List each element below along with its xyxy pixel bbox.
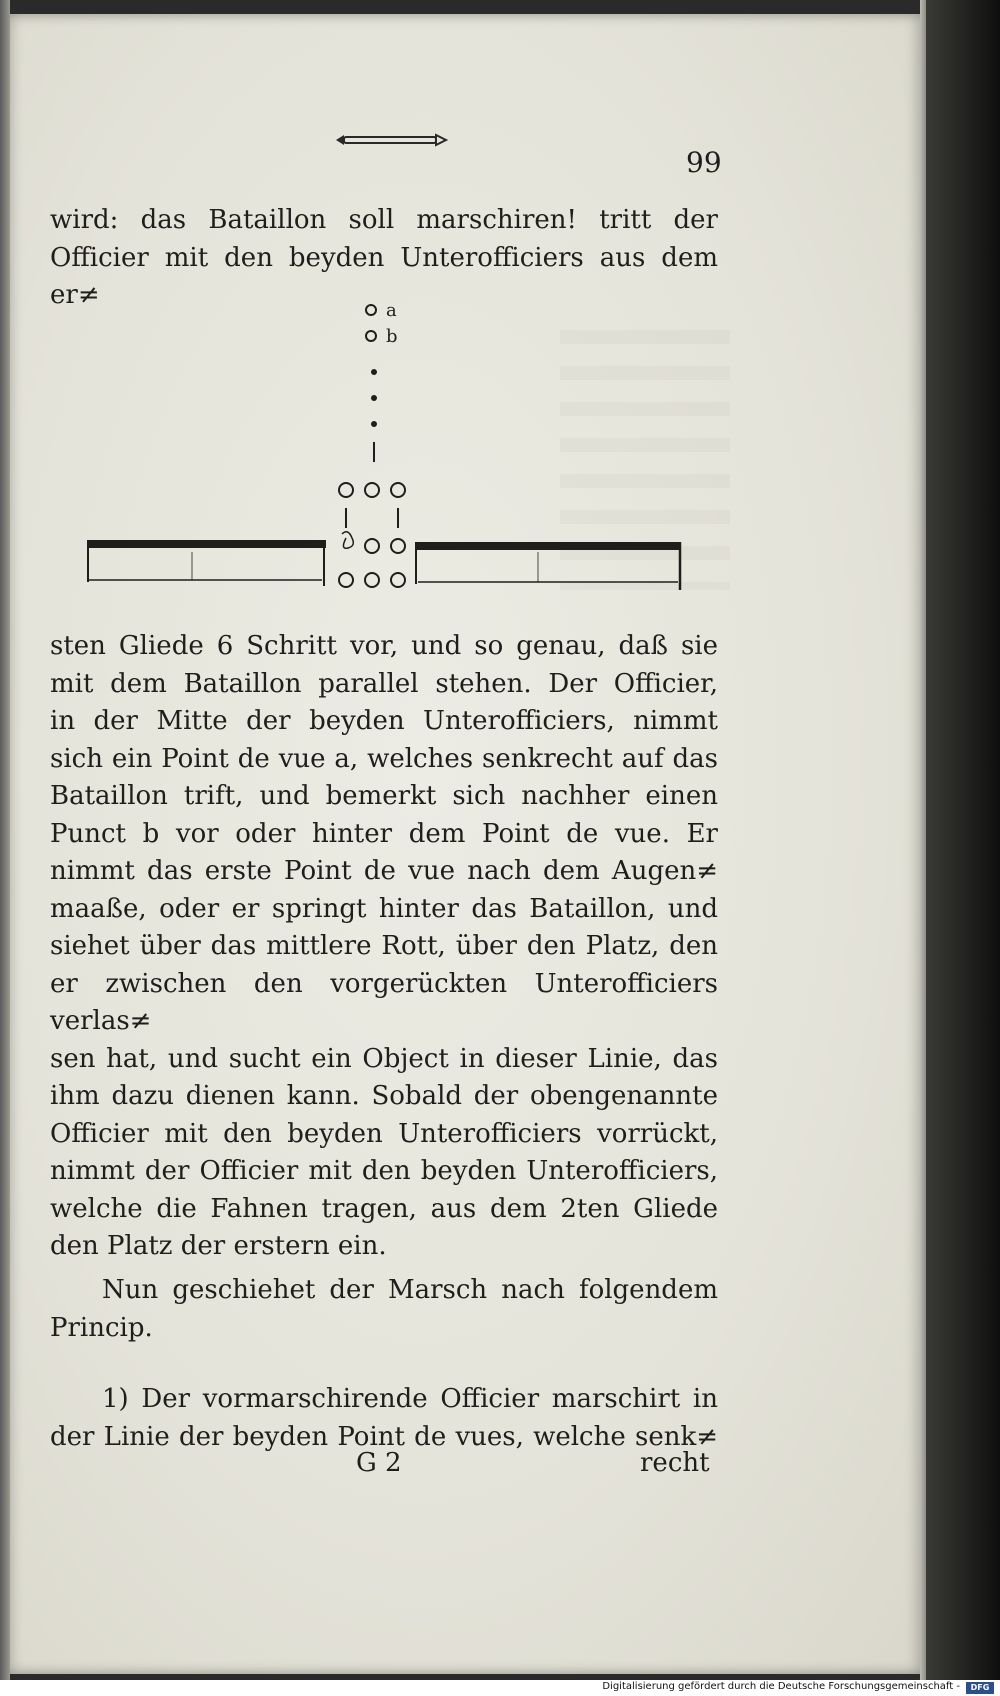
paragraph-march-principle: Nun geschiehet der Marsch nach folgendem Princip. <box>50 1275 718 1343</box>
label-b: b <box>386 326 398 347</box>
point-b-marker <box>366 331 376 341</box>
catchword: recht <box>640 1448 710 1478</box>
text-line: wird: das Bataillon soll marschiren! tritt der <box>50 205 718 235</box>
text-line: Bataillon trift, und bemerkt sich nachher einen <box>50 781 718 811</box>
center-marker <box>365 573 379 587</box>
text-line: nimmt der Officier mit den beyden Unterofficiers, <box>50 1156 718 1186</box>
path-dot <box>371 369 377 375</box>
text-line: Officier mit den beyden Unterofficiers vorrückt, <box>50 1118 718 1149</box>
text-line: in der Mitte der beyden Unterofficiers, nimmt <box>50 706 718 736</box>
text-line: siehet über das mittlere Rott, über den Platz, den <box>50 931 718 961</box>
text-line: sen hat, und sucht ein Object in dieser Linie, das <box>50 1043 718 1074</box>
center-marker <box>391 539 405 553</box>
battalion-diagram <box>80 290 700 610</box>
path-dot <box>371 395 377 401</box>
page-left-edge <box>0 0 10 1680</box>
page-number: 99 <box>686 146 722 179</box>
text-line: sten Gliede 6 Schritt vor, und so genau, daß sie <box>50 631 718 661</box>
paragraph-rule-1: 1) Der vormarschirende Officier marschirt in der Linie der beyden Point de vues, welche senk≠ <box>50 1384 718 1452</box>
header-ornament <box>332 132 450 148</box>
dfg-logo: DFG <box>966 1682 994 1694</box>
center-marker <box>339 573 353 587</box>
battalion-left-bar <box>88 540 326 548</box>
text-line: nimmt das erste Point de vue nach dem Augen≠ <box>50 856 718 886</box>
text-line: Officier mit den beyden Unterofficiers aus dem er≠ <box>50 242 718 310</box>
text-line: den Platz der erstern ein. <box>50 1231 387 1261</box>
center-marker <box>391 573 405 587</box>
path-dot <box>371 421 377 427</box>
point-a-marker <box>366 305 376 315</box>
text-line: er zwischen den vorgerückten Unterofficiers verlas≠ <box>50 968 718 1036</box>
officer-marker <box>391 483 405 497</box>
center-marker <box>365 539 379 553</box>
text-line: ihm dazu dienen kann. Sobald der obengenannte <box>50 1081 718 1111</box>
text-line: Punct b vor oder hinter dem Point de vue. Er <box>50 818 718 849</box>
battalion-right-bar <box>416 542 680 550</box>
scan-background <box>926 0 1000 1696</box>
signature-mark: G 2 <box>356 1448 402 1478</box>
text-line: mit dem Bataillon parallel stehen. Der Officier, <box>50 668 718 699</box>
officer-marker <box>339 483 353 497</box>
text-line: sich ein Point de vue a, welches senkrecht auf das <box>50 743 718 774</box>
officer-marker <box>365 483 379 497</box>
main-paragraph <box>50 628 718 1266</box>
text-line: welche die Fahnen tragen, aus dem 2ten Gliede <box>50 1193 718 1224</box>
text-line: maaße, oder er springt hinter das Bataillon, und <box>50 893 718 924</box>
flag-scribble <box>342 532 353 549</box>
digitization-credit: Digitalisierung gefördert durch die Deutsche Forschungsgemeinschaft - <box>602 1681 960 1692</box>
label-a: a <box>386 300 397 321</box>
